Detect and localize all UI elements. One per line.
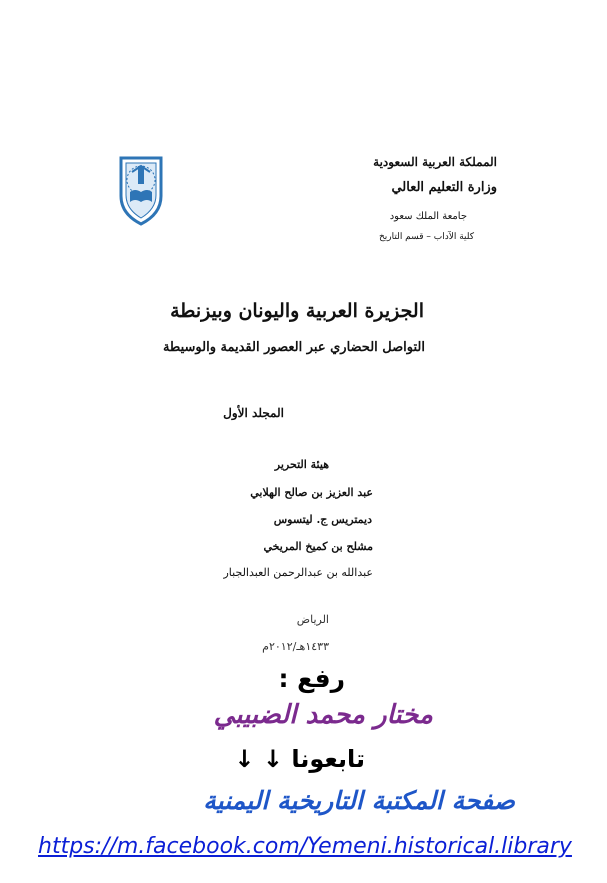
university-emblem-icon	[117, 152, 165, 226]
uploader-name: مختار محمد الضبيبي	[213, 700, 433, 730]
book-title: الجزيرة العربية واليونان وبيزنطة	[170, 300, 424, 322]
editor-name: عبد العزيز بن صالح الهلابي	[250, 486, 373, 499]
upload-label: رفع :	[278, 664, 345, 693]
imprint-date: ١٤٣٣هـ/٢٠١٢م	[262, 640, 329, 653]
header-university: جامعة الملك سعود	[389, 211, 467, 222]
header-college: كلية الآداب – قسم التاريخ	[378, 232, 474, 242]
book-subtitle: التواصل الحضاري عبر العصور القديمة والوسيطة	[162, 340, 425, 355]
facebook-page-name: صفحة المكتبة التاريخية اليمنية	[203, 786, 515, 815]
follow-us-text: تابعونا ↓ ↓	[234, 745, 365, 773]
header-kingdom: المملكة العربية السعودية	[373, 155, 497, 169]
facebook-link[interactable]: https://m.facebook.com/Yemeni.historical.library	[38, 834, 572, 859]
editorial-board-label: هيئة التحرير	[274, 458, 329, 471]
imprint-city: الرياض	[296, 613, 329, 626]
editor-name: ديمتريس ج. ليتسوس	[273, 513, 372, 526]
volume-label: المجلد الأول	[223, 406, 284, 420]
header-ministry: وزارة التعليم العالي	[391, 180, 497, 195]
editor-name: مشلح بن كميخ المريخي	[263, 540, 373, 553]
editor-name: عبدالله بن عبدالرحمن العبدالجبار	[223, 566, 373, 579]
